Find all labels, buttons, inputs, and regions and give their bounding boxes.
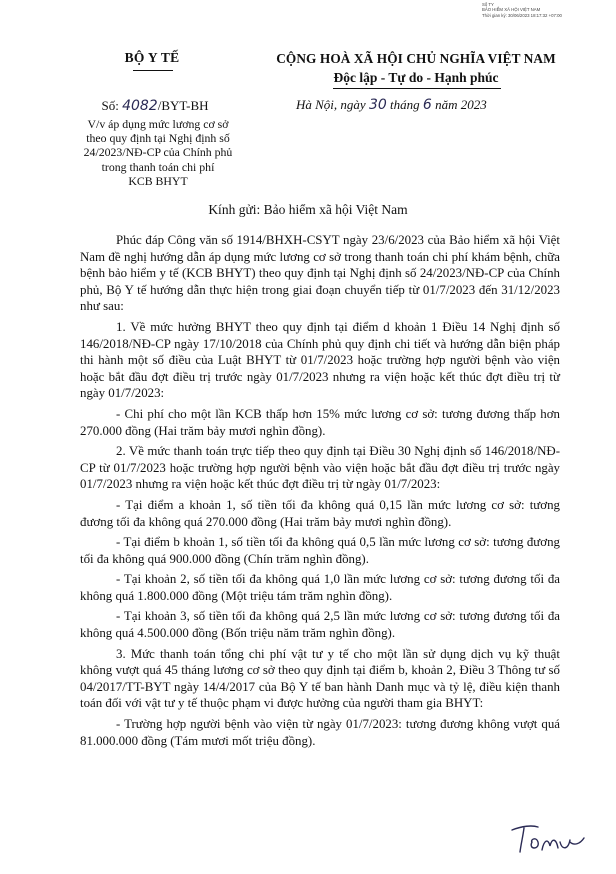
- doc-number-handwritten: 4082: [122, 98, 158, 114]
- intro-paragraph: Phúc đáp Công văn số 1914/BHXH-CSYT ngày 23/6/2023 của Bảo hiểm xã hội Việt Nam đề nghị hướng dẫn áp dụng mức lương cơ sở trong thanh toán chi phí khám bệnh, chữa bệnh bảo hiểm y tế (KCB BHYT) theo quy định tại Nghị định số 24/2023/NĐ-CP của Chính phủ, Bộ Y tế hướng dẫn thực hiện trong giai đoạn chuyển tiếp từ 01/7/2023 đến 31/12/2023 như sau:: [80, 233, 560, 314]
- date-month-handwritten: 6: [422, 97, 432, 113]
- subject-line: V/v áp dụng mức lương cơ sở: [87, 117, 229, 131]
- stamp-line: BẢO HIỂM XÃ HỘI VIỆT NAM: [482, 7, 541, 13]
- document-header: [0, 0, 616, 200]
- bullet-item: - Trường hợp người bệnh vào viện từ ngày 01/7/2023: tương đương không vượt quá 81.000.000 đồng (Tám mươi mốt triệu đồng).: [80, 717, 560, 748]
- date-line: [296, 97, 596, 113]
- date-place: Hà Nội, ngày: [296, 97, 369, 112]
- addressee: Kính gửi: Bảo hiểm xã hội Việt Nam: [208, 202, 408, 217]
- national-motto: Độc lập - Tự do - Hạnh phúc: [333, 70, 499, 85]
- bullet-item: - Chi phí cho một lần KCB thấp hơn 15% mức lương cơ sở: tương đương thấp hơn 270.000 đồng (Hai trăm bảy mươi nghìn đồng).: [80, 406, 560, 438]
- doc-number-suffix: /BYT-BH: [157, 98, 209, 113]
- stamp-line: Thời gian ký: 30/06/2023 18:17:32 +07:00: [482, 12, 562, 18]
- subject-line: 24/2023/NĐ-CP của Chính phủ: [83, 145, 233, 160]
- agency-underline: [133, 70, 173, 71]
- subject-line: theo quy định tại Nghị định số: [86, 131, 230, 146]
- document-subject: [78, 117, 238, 188]
- document-body: [80, 232, 560, 753]
- date-day-handwritten: 30: [368, 97, 387, 113]
- handwritten-signature: [508, 820, 588, 856]
- section-1-paragraph: 1. Về mức hưởng BHYT theo quy định tại điểm d khoản 1 Điều 14 Nghị định số 146/2018/NĐ-CP ngày 17/10/2018 của Chính phủ quy định chi tiết và hướng dẫn biện pháp thi hành một số điều của Luật BHYT từ 01/7/2023 hoặc trường hợp người bệnh vào viện hoặc bắt đầu đợt điều trị trước ngày 01/7/2023 nhưng ra viện hoặc kết thúc đợt điều trị từ ngày 01/7/2023:: [80, 319, 560, 401]
- bullet-item: - Tại khoản 2, số tiền tối đa không quá 1,0 lần mức lương cơ sở: tương đương tối đa không quá 1.800.000 đồng (Một triệu tám trăm nghìn đồng).: [80, 572, 560, 603]
- section-3-paragraph: 3. Mức thanh toán tổng chi phí vật tư y tế cho một lần sử dụng dịch vụ kỹ thuật không vượt quá 45 tháng lương cơ sở theo quy định tại điểm b, khoản 2, Điều 3 Thông tư số 04/2017/TT-BYT ngày 14/4/2017 của Bộ Y tế ban hành Danh mục và tỷ lệ, điều kiện thanh toán đối với vật tư y tế thuộc phạm vi được hưởng của người tham gia BHYT:: [80, 646, 560, 711]
- bullet-item: - Tại điểm b khoản 1, số tiền tối đa không quá 0,5 lần mức lương cơ sở: tương đương tối đa không quá 900.000 đồng (Chín trăm nghìn đồng).: [80, 535, 560, 566]
- date-month-label: tháng: [386, 97, 423, 112]
- bullet-item: - Tại điểm a khoản 1, số tiền tối đa không quá 0,15 lần mức lương cơ sở: tương đương tối đa không quá 270.000 đồng (Hai trăm bảy mươi nghìn đồng).: [80, 497, 560, 529]
- issuing-agency: BỘ Y TẾ: [124, 50, 180, 65]
- bullet-item: - Tại khoản 3, số tiền tối đa không quá 2,5 lần mức lương cơ sở: tương đương tối đa không quá 4.500.000 đồng (Bốn triệu năm trăm nghìn đồng).: [80, 609, 560, 641]
- stamp-line: Số TY: [482, 2, 494, 7]
- motto-underline: [333, 88, 501, 89]
- national-title: CỘNG HOÀ XÃ HỘI CHỦ NGHĨA VIỆT NAM: [276, 51, 556, 66]
- subject-line: KCB BHYT: [128, 173, 188, 188]
- subject-line: trong thanh toán chi phí: [101, 159, 215, 174]
- doc-number-prefix: Số:: [101, 98, 123, 113]
- section-2-paragraph: 2. Về mức thanh toán trực tiếp theo quy định tại Điều 30 Nghị định số 146/2018/NĐ-CP từ 01/7/2023 hoặc trường hợp người bệnh vào viện hoặc bắt đầu đợt điều trị trước ngày 01/7/2023 nhưng ra viện hoặc kết thúc đợt điều trị từ ngày 01/7/2023:: [80, 444, 560, 492]
- document-number: [95, 98, 215, 114]
- date-year: năm 2023: [431, 97, 487, 112]
